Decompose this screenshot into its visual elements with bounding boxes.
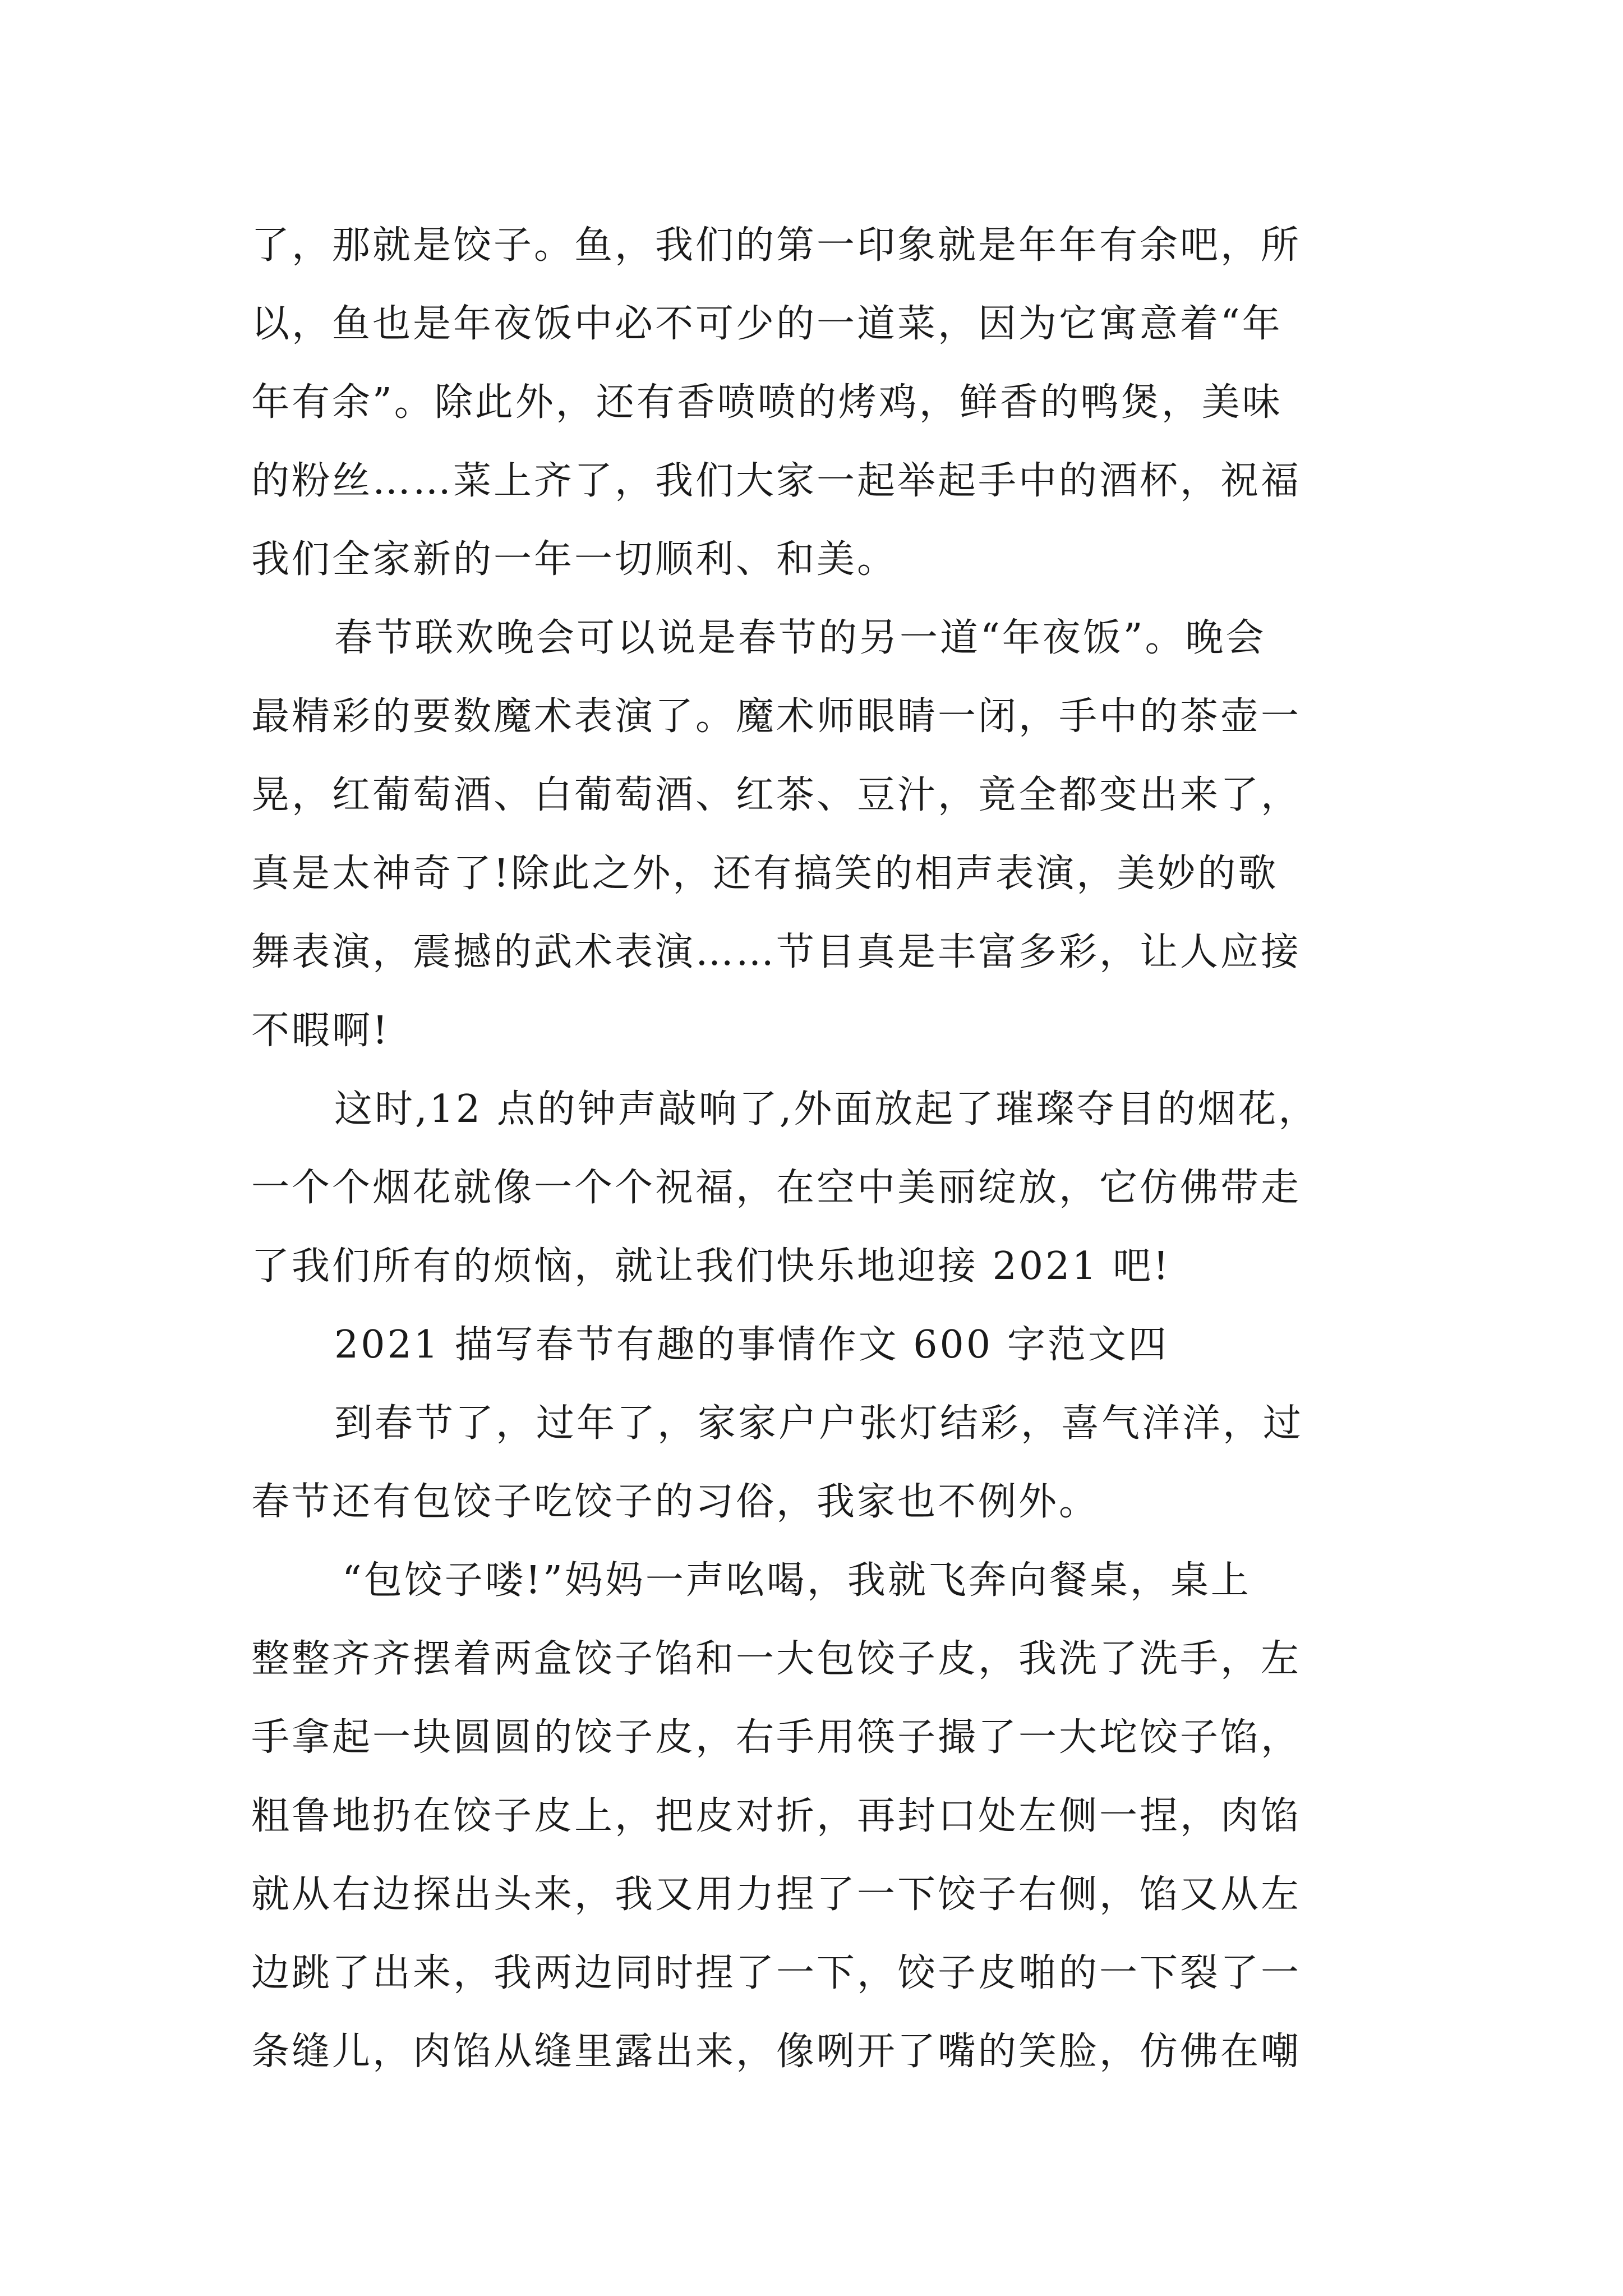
text-line: 我们全家新的一年一切顺利、和美。	[251, 537, 898, 582]
text-line: 真是太神奇了!除此之外，还有搞笑的相声表演，美妙的歌	[251, 852, 1279, 896]
document-body	[251, 206, 1390, 2091]
paragraph-start-line: “包饺子喽!”妈妈一声吆喝，我就飞奔向餐桌，桌上	[342, 1558, 1251, 1603]
text-line: 条缝儿，肉馅从缝里露出来，像咧开了嘴的笑脸，仿佛在嘲	[251, 2030, 1302, 2074]
text-line: 以，鱼也是年夜饭中必不可少的一道菜，因为它寓意着“年	[251, 302, 1283, 346]
text-line: 的粉丝……菜上齐了，我们大家一起举起手中的酒杯，祝福	[251, 459, 1302, 503]
paragraph-start-line: 春节联欢晚会可以说是春节的另一道“年夜饭”。晚会	[334, 616, 1266, 660]
text-line: 春节还有包饺子吃饺子的习俗，我家也不例外。	[251, 1480, 1100, 1524]
text-line: 一个个烟花就像一个个祝福，在空中美丽绽放，它仿佛带走	[251, 1166, 1302, 1210]
paragraph-start-line: 这时,12 点的钟声敲响了,外面放起了璀璨夺目的烟花，	[334, 1087, 1319, 1131]
text-line: 舞表演，震撼的武术表演……节目真是丰富多彩，让人应接	[251, 930, 1302, 974]
text-line: 了，那就是饺子。鱼，我们的第一印象就是年年有余吧，所	[251, 223, 1302, 268]
text-line: 了我们所有的烦恼，就让我们快乐地迎接 2021 吧!	[251, 1244, 1171, 1289]
text-line: 整整齐齐摆着两盒饺子馅和一大包饺子皮，我洗了洗手，左	[251, 1637, 1302, 1681]
text-line: 年有余”。除此外，还有香喷喷的烤鸡，鲜香的鸭煲，美味	[251, 380, 1283, 425]
text-line: 最精彩的要数魔术表演了。魔术师眼睛一闭，手中的茶壶一	[251, 694, 1302, 739]
section-heading: 2021 描写春节有趣的事情作文 600 字范文四	[334, 1323, 1169, 1367]
paragraph-start-line: 到春节了，过年了，家家户户张灯结彩，喜气洋洋，过	[334, 1401, 1304, 1446]
text-line: 边跳了出来，我两边同时捏了一下，饺子皮啪的一下裂了一	[251, 1951, 1302, 1995]
text-line: 就从右边探出头来，我又用力捏了一下饺子右侧，馅又从左	[251, 1872, 1302, 1917]
text-line: 晃，红葡萄酒、白葡萄酒、红茶、豆汁，竟全都变出来了，	[251, 773, 1302, 817]
text-line: 不暇啊!	[251, 1009, 390, 1053]
text-line: 手拿起一块圆圆的饺子皮，右手用筷子撮了一大坨饺子馅，	[251, 1715, 1302, 1760]
text-line: 粗鲁地扔在饺子皮上，把皮对折，再封口处左侧一捏，肉馅	[251, 1794, 1302, 1838]
